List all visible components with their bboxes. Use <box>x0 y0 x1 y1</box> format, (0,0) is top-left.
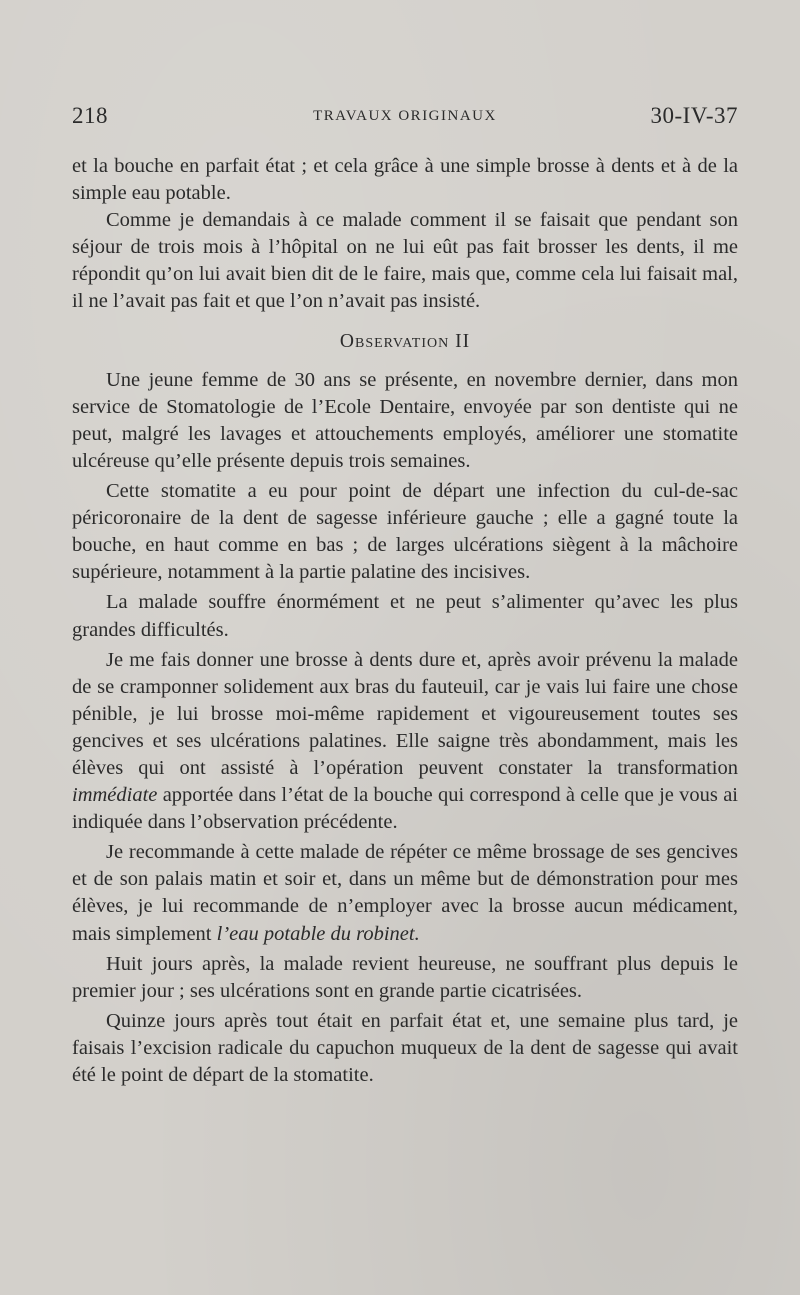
paragraph-text: apportée dans l’état de la bouche qui correspond à celle que je vous ai indiquée dans l’observation précédente. <box>72 784 738 834</box>
paragraph-continuation: et la bouche en parfait état ; et cela grâce à une simple brosse à dents et à de la simple eau potable. <box>72 155 738 205</box>
issue-date: 30-IV-37 <box>650 103 738 128</box>
paragraph <box>72 839 738 947</box>
emphasis-text: l’eau potable du robinet. <box>216 922 420 945</box>
body-text <box>72 153 738 1089</box>
paragraph: La malade souffre énormément et ne peut s’alimenter qu’avec les plus grandes difficultés. <box>72 591 738 641</box>
page-header <box>72 103 738 133</box>
paragraph: Quinze jours après tout était en parfait état et, une semaine plus tard, je faisais l’excision radicale du capuchon muqueux de la dent de sagesse qui avait été le point de départ de la stomatite. <box>72 1009 738 1086</box>
paragraph <box>72 647 738 837</box>
paragraph: Comme je demandais à ce malade comment il se faisait que pendant son séjour de trois mois à l’hôpital on ne lui eût pas fait brosser les dents, il me répondit qu’on lui avait bien dit de le faire, mais que, comme cela lui faisait mal, il ne l’avait pas fait et que l’on n’avait pas insisté. <box>72 209 738 313</box>
emphasis-text: immédiate <box>72 784 158 807</box>
paragraph-text: Je me fais donner une brosse à dents dure et, après avoir prévenu la malade de se cramponner solidement aux bras du fauteuil, car je vais lui faire une chose pénible, je lui brosse moi-même rapidement et vigoureusement toutes ses gencives et ses ulcérations palatines. Elle saigne très abondamment, mais les élèves qui ont assisté à l’opération peuvent constater la transformation <box>72 648 738 779</box>
paragraph: Cette stomatite a eu pour point de départ une infection du cul-de-sac péricoronaire de la dent de sagesse inférieure gauche ; elle a gagné toute la bouche, en haut comme en bas ; de larges ulcérations siègent à la mâchoire supérieure, notamment à la partie palatine des incisives. <box>72 480 738 584</box>
running-title: TRAVAUX ORIGINAUX <box>313 108 497 124</box>
section-heading-text: Observation II <box>339 330 471 352</box>
paragraph: Une jeune femme de 30 ans se présente, en novembre dernier, dans mon service de Stomatologie de l’Ecole Dentaire, envoyée par son dentiste qui ne peut, malgré les lavages et attouchements employés, améliorer une stomatite ulcéreuse qu’elle présente depuis trois semaines. <box>72 368 738 472</box>
section-heading <box>72 328 738 355</box>
page-number: 218 <box>72 103 108 128</box>
paragraph-text: Je recommande à cette malade de répéter ce même brossage de ses gencives et de son palais matin et soir et, dans un même but de démonstration pour mes élèves, je lui recommande de n’employer avec la brosse aucun médicament, mais simplement <box>72 841 738 945</box>
paragraph: Huit jours après, la malade revient heureuse, ne souffrant plus depuis le premier jour ; ses ulcérations sont en grande partie cicatrisées. <box>72 952 738 1002</box>
